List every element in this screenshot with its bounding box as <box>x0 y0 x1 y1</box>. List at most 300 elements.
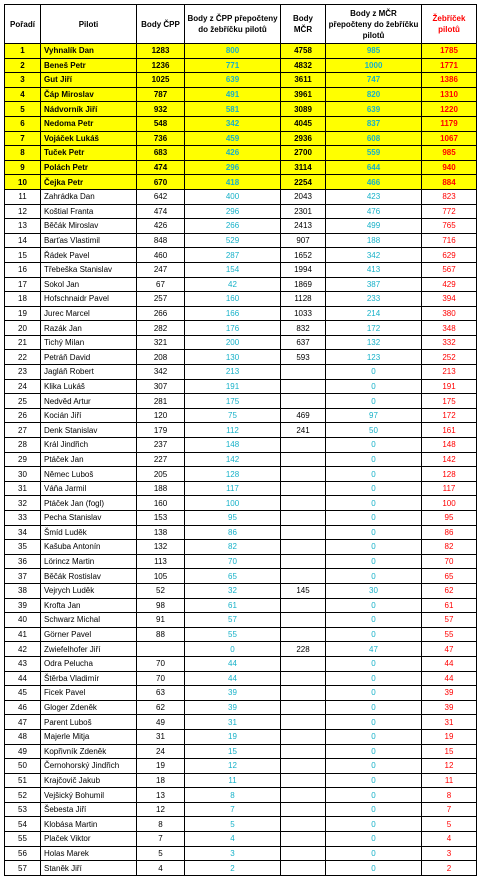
table-row <box>5 656 477 671</box>
cell-rank: 17 <box>5 277 41 292</box>
cell-mcr-converted: 0 <box>326 715 422 730</box>
cell-ladder: 629 <box>422 248 477 263</box>
cell-rank: 7 <box>5 131 41 146</box>
cell-pilot-name: Ficek Pavel <box>41 686 137 701</box>
cell-cpp-converted: 117 <box>185 481 281 496</box>
cell-pilot-name: Petráň David <box>41 350 137 365</box>
cell-mcr <box>281 671 326 686</box>
table-row <box>5 379 477 394</box>
cell-ladder: 2 <box>422 861 477 876</box>
cell-mcr <box>281 613 326 628</box>
cell-mcr: 228 <box>281 642 326 657</box>
cell-mcr: 1033 <box>281 306 326 321</box>
cell-mcr-converted: 0 <box>326 540 422 555</box>
cell-cpp: 12 <box>137 802 185 817</box>
table-row <box>5 321 477 336</box>
cell-ladder: 44 <box>422 656 477 671</box>
cell-mcr <box>281 861 326 876</box>
cell-mcr-converted: 0 <box>326 452 422 467</box>
header-mcr: Body MČR <box>281 5 326 44</box>
cell-mcr <box>281 744 326 759</box>
cell-mcr: 2043 <box>281 189 326 204</box>
cell-ladder: 47 <box>422 642 477 657</box>
cell-cpp: 188 <box>137 481 185 496</box>
cell-cpp: 1236 <box>137 58 185 73</box>
cell-mcr: 1994 <box>281 262 326 277</box>
cell-pilot-name: Razák Jan <box>41 321 137 336</box>
cell-mcr-converted: 747 <box>326 73 422 88</box>
cell-pilot-name: Barťas Vlastimil <box>41 233 137 248</box>
cell-ladder: 1386 <box>422 73 477 88</box>
cell-cpp: 257 <box>137 292 185 307</box>
table-row <box>5 116 477 131</box>
cell-rank: 34 <box>5 525 41 540</box>
table-row <box>5 744 477 759</box>
cell-rank: 14 <box>5 233 41 248</box>
cell-pilot-name: Lörincz Martin <box>41 554 137 569</box>
cell-ladder: 55 <box>422 627 477 642</box>
cell-rank: 49 <box>5 744 41 759</box>
cell-cpp: 160 <box>137 496 185 511</box>
cell-rank: 1 <box>5 44 41 59</box>
cell-cpp: 460 <box>137 248 185 263</box>
cell-mcr <box>281 715 326 730</box>
cell-rank: 16 <box>5 262 41 277</box>
cell-pilot-name: Zwiefelhofer Jiří <box>41 642 137 657</box>
cell-cpp: 247 <box>137 262 185 277</box>
cell-cpp-converted: 342 <box>185 116 281 131</box>
cell-cpp-converted: 287 <box>185 248 281 263</box>
cell-mcr-converted: 30 <box>326 583 422 598</box>
cell-mcr-converted: 0 <box>326 802 422 817</box>
cell-cpp-converted: 8 <box>185 788 281 803</box>
cell-pilot-name: Šmíd Luděk <box>41 525 137 540</box>
header-ladder: Žebříček pilotů <box>422 5 477 44</box>
table-row <box>5 262 477 277</box>
cell-cpp-converted: 82 <box>185 540 281 555</box>
cell-mcr <box>281 656 326 671</box>
cell-rank: 55 <box>5 832 41 847</box>
cell-cpp: 1283 <box>137 44 185 59</box>
cell-mcr-converted: 132 <box>326 335 422 350</box>
cell-rank: 50 <box>5 759 41 774</box>
cell-pilot-name: Nádvorník Jiří <box>41 102 137 117</box>
table-row <box>5 861 477 876</box>
cell-cpp: 736 <box>137 131 185 146</box>
table-row <box>5 627 477 642</box>
cell-pilot-name: Jurec Marcel <box>41 306 137 321</box>
cell-pilot-name: Görner Pavel <box>41 627 137 642</box>
cell-rank: 21 <box>5 335 41 350</box>
cell-rank: 53 <box>5 802 41 817</box>
cell-ladder: 716 <box>422 233 477 248</box>
cell-ladder: 772 <box>422 204 477 219</box>
table-row <box>5 686 477 701</box>
cell-cpp-converted: 5 <box>185 817 281 832</box>
table-row <box>5 394 477 409</box>
cell-cpp-converted: 296 <box>185 160 281 175</box>
table-row <box>5 365 477 380</box>
cell-mcr: 241 <box>281 423 326 438</box>
cell-mcr-converted: 0 <box>326 627 422 642</box>
cell-cpp-converted: 65 <box>185 569 281 584</box>
cell-rank: 4 <box>5 87 41 102</box>
cell-mcr: 637 <box>281 335 326 350</box>
cell-ladder: 252 <box>422 350 477 365</box>
cell-rank: 51 <box>5 773 41 788</box>
cell-ladder: 39 <box>422 686 477 701</box>
cell-mcr-converted: 0 <box>326 700 422 715</box>
cell-pilot-name: Nedvěd Artur <box>41 394 137 409</box>
cell-ladder: 5 <box>422 817 477 832</box>
cell-rank: 6 <box>5 116 41 131</box>
cell-pilot-name: Třebeška Stanislav <box>41 262 137 277</box>
cell-ladder: 44 <box>422 671 477 686</box>
cell-pilot-name: Koštial Franta <box>41 204 137 219</box>
cell-cpp-converted: 176 <box>185 321 281 336</box>
cell-cpp <box>137 642 185 657</box>
cell-mcr <box>281 627 326 642</box>
cell-cpp-converted: 142 <box>185 452 281 467</box>
cell-ladder: 765 <box>422 219 477 234</box>
cell-cpp-converted: 426 <box>185 146 281 161</box>
cell-mcr: 3114 <box>281 160 326 175</box>
cell-rank: 41 <box>5 627 41 642</box>
cell-mcr-converted: 0 <box>326 598 422 613</box>
cell-mcr-converted: 233 <box>326 292 422 307</box>
cell-rank: 20 <box>5 321 41 336</box>
cell-cpp: 91 <box>137 613 185 628</box>
table-row <box>5 160 477 175</box>
cell-mcr-converted: 387 <box>326 277 422 292</box>
cell-mcr <box>281 540 326 555</box>
cell-mcr-converted: 0 <box>326 525 422 540</box>
cell-ladder: 148 <box>422 438 477 453</box>
cell-mcr: 3089 <box>281 102 326 117</box>
cell-rank: 31 <box>5 481 41 496</box>
cell-mcr-converted: 47 <box>326 642 422 657</box>
cell-ladder: 348 <box>422 321 477 336</box>
cell-ladder: 57 <box>422 613 477 628</box>
cell-rank: 33 <box>5 511 41 526</box>
cell-rank: 10 <box>5 175 41 190</box>
cell-cpp: 474 <box>137 204 185 219</box>
cell-cpp: 8 <box>137 817 185 832</box>
cell-mcr: 469 <box>281 408 326 423</box>
cell-rank: 27 <box>5 423 41 438</box>
cell-mcr-converted: 466 <box>326 175 422 190</box>
cell-cpp: 113 <box>137 554 185 569</box>
table-row <box>5 204 477 219</box>
table-row <box>5 467 477 482</box>
cell-cpp-converted: 95 <box>185 511 281 526</box>
cell-cpp: 642 <box>137 189 185 204</box>
cell-mcr <box>281 394 326 409</box>
cell-mcr-converted: 0 <box>326 496 422 511</box>
table-row <box>5 802 477 817</box>
cell-mcr-converted: 559 <box>326 146 422 161</box>
cell-cpp-converted: 200 <box>185 335 281 350</box>
table-row <box>5 292 477 307</box>
table-row <box>5 423 477 438</box>
cell-cpp: 179 <box>137 423 185 438</box>
table-row <box>5 408 477 423</box>
cell-mcr-converted: 342 <box>326 248 422 263</box>
table-row <box>5 219 477 234</box>
cell-mcr-converted: 820 <box>326 87 422 102</box>
cell-pilot-name: Polách Petr <box>41 160 137 175</box>
cell-cpp: 4 <box>137 861 185 876</box>
cell-cpp-converted: 771 <box>185 58 281 73</box>
cell-mcr: 3961 <box>281 87 326 102</box>
cell-cpp: 52 <box>137 583 185 598</box>
table-row <box>5 583 477 598</box>
table-row <box>5 248 477 263</box>
cell-cpp: 474 <box>137 160 185 175</box>
cell-cpp: 237 <box>137 438 185 453</box>
table-row <box>5 569 477 584</box>
cell-rank: 52 <box>5 788 41 803</box>
cell-pilot-name: Vojáček Lukáš <box>41 131 137 146</box>
table-row <box>5 832 477 847</box>
cell-ladder: 1067 <box>422 131 477 146</box>
cell-mcr-converted: 423 <box>326 189 422 204</box>
cell-pilot-name: Kopřivník Zdeněk <box>41 744 137 759</box>
cell-cpp-converted: 12 <box>185 759 281 774</box>
table-row <box>5 438 477 453</box>
cell-cpp-converted: 100 <box>185 496 281 511</box>
cell-mcr-converted: 0 <box>326 686 422 701</box>
cell-cpp-converted: 39 <box>185 686 281 701</box>
cell-ladder: 8 <box>422 788 477 803</box>
cell-pilot-name: Běčák Miroslav <box>41 219 137 234</box>
cell-mcr-converted: 413 <box>326 262 422 277</box>
cell-mcr-converted: 0 <box>326 817 422 832</box>
cell-cpp: 683 <box>137 146 185 161</box>
cell-pilot-name: Zahrádka Dan <box>41 189 137 204</box>
cell-mcr <box>281 700 326 715</box>
header-mcr-converted: Body z MČR přepočteny do žebříčku pilotů <box>326 5 422 44</box>
cell-ladder: 62 <box>422 583 477 598</box>
cell-mcr-converted: 476 <box>326 204 422 219</box>
cell-pilot-name: Ptáček Jan <box>41 452 137 467</box>
cell-ladder: 213 <box>422 365 477 380</box>
cell-pilot-name: Hofschnaidr Pavel <box>41 292 137 307</box>
cell-mcr <box>281 832 326 847</box>
cell-pilot-name: Němec Luboš <box>41 467 137 482</box>
cell-rank: 32 <box>5 496 41 511</box>
cell-cpp-converted: 459 <box>185 131 281 146</box>
table-row <box>5 44 477 59</box>
cell-cpp-converted: 148 <box>185 438 281 453</box>
cell-ladder: 7 <box>422 802 477 817</box>
cell-pilot-name: Král Jindřich <box>41 438 137 453</box>
cell-mcr <box>281 802 326 817</box>
cell-cpp-converted: 11 <box>185 773 281 788</box>
cell-pilot-name: Ptáček Jan (fogl) <box>41 496 137 511</box>
cell-rank: 43 <box>5 656 41 671</box>
cell-mcr-converted: 172 <box>326 321 422 336</box>
cell-mcr-converted: 0 <box>326 394 422 409</box>
cell-ladder: 985 <box>422 146 477 161</box>
cell-mcr <box>281 729 326 744</box>
table-row <box>5 773 477 788</box>
cell-pilot-name: Gut Jiří <box>41 73 137 88</box>
cell-ladder: 128 <box>422 467 477 482</box>
cell-rank: 5 <box>5 102 41 117</box>
cell-rank: 3 <box>5 73 41 88</box>
cell-mcr-converted: 0 <box>326 554 422 569</box>
cell-cpp-converted: 0 <box>185 642 281 657</box>
cell-cpp-converted: 800 <box>185 44 281 59</box>
table-row <box>5 452 477 467</box>
cell-pilot-name: Odra Pelucha <box>41 656 137 671</box>
header-rank: Pořadí <box>5 5 41 44</box>
cell-pilot-name: Schwarz Michal <box>41 613 137 628</box>
table-row <box>5 233 477 248</box>
cell-rank: 8 <box>5 146 41 161</box>
cell-cpp-converted: 160 <box>185 292 281 307</box>
table-row <box>5 350 477 365</box>
cell-rank: 2 <box>5 58 41 73</box>
cell-pilot-name: Denk Stanislav <box>41 423 137 438</box>
table-row <box>5 511 477 526</box>
cell-rank: 56 <box>5 846 41 861</box>
cell-ladder: 1771 <box>422 58 477 73</box>
cell-cpp: 281 <box>137 394 185 409</box>
cell-cpp-converted: 130 <box>185 350 281 365</box>
cell-pilot-name: Vejšický Bohumil <box>41 788 137 803</box>
cell-cpp-converted: 175 <box>185 394 281 409</box>
cell-mcr-converted: 0 <box>326 744 422 759</box>
cell-rank: 11 <box>5 189 41 204</box>
cell-ladder: 11 <box>422 773 477 788</box>
table-row <box>5 306 477 321</box>
table-row <box>5 715 477 730</box>
cell-mcr <box>281 686 326 701</box>
cell-ladder: 191 <box>422 379 477 394</box>
cell-mcr: 2936 <box>281 131 326 146</box>
cell-cpp: 227 <box>137 452 185 467</box>
table-row <box>5 540 477 555</box>
table-row <box>5 817 477 832</box>
cell-cpp: 426 <box>137 219 185 234</box>
cell-cpp: 105 <box>137 569 185 584</box>
pilot-ranking-table <box>4 4 477 876</box>
cell-mcr-converted: 0 <box>326 569 422 584</box>
cell-mcr-converted: 837 <box>326 116 422 131</box>
cell-pilot-name: Nedoma Petr <box>41 116 137 131</box>
cell-mcr: 1128 <box>281 292 326 307</box>
cell-ladder: 175 <box>422 394 477 409</box>
cell-mcr <box>281 759 326 774</box>
cell-ladder: 65 <box>422 569 477 584</box>
cell-mcr <box>281 817 326 832</box>
cell-ladder: 39 <box>422 700 477 715</box>
cell-cpp-converted: 42 <box>185 277 281 292</box>
cell-ladder: 380 <box>422 306 477 321</box>
table-row <box>5 671 477 686</box>
cell-pilot-name: Tuček Petr <box>41 146 137 161</box>
cell-cpp-converted: 75 <box>185 408 281 423</box>
cell-cpp-converted: 86 <box>185 525 281 540</box>
cell-rank: 26 <box>5 408 41 423</box>
cell-ladder: 82 <box>422 540 477 555</box>
cell-cpp-converted: 32 <box>185 583 281 598</box>
cell-ladder: 1220 <box>422 102 477 117</box>
cell-pilot-name: Tichý Milan <box>41 335 137 350</box>
cell-cpp-converted: 400 <box>185 189 281 204</box>
cell-mcr-converted: 0 <box>326 438 422 453</box>
cell-pilot-name: Vyhnalík Dan <box>41 44 137 59</box>
cell-rank: 25 <box>5 394 41 409</box>
cell-mcr-converted: 0 <box>326 773 422 788</box>
cell-cpp-converted: 166 <box>185 306 281 321</box>
cell-rank: 13 <box>5 219 41 234</box>
cell-mcr-converted: 188 <box>326 233 422 248</box>
cell-mcr: 2413 <box>281 219 326 234</box>
cell-mcr: 593 <box>281 350 326 365</box>
cell-cpp-converted: 3 <box>185 846 281 861</box>
table-row <box>5 102 477 117</box>
table-row <box>5 146 477 161</box>
table-row <box>5 175 477 190</box>
cell-cpp-converted: 39 <box>185 700 281 715</box>
cell-pilot-name: Šebesta Jiří <box>41 802 137 817</box>
cell-cpp: 548 <box>137 116 185 131</box>
table-row <box>5 525 477 540</box>
cell-rank: 40 <box>5 613 41 628</box>
cell-cpp: 31 <box>137 729 185 744</box>
cell-ladder: 19 <box>422 729 477 744</box>
cell-ladder: 31 <box>422 715 477 730</box>
cell-mcr <box>281 438 326 453</box>
cell-cpp: 7 <box>137 832 185 847</box>
table-row <box>5 788 477 803</box>
cell-cpp-converted: 418 <box>185 175 281 190</box>
header-cpp: Body ČPP <box>137 5 185 44</box>
cell-mcr-converted: 0 <box>326 759 422 774</box>
cell-cpp-converted: 296 <box>185 204 281 219</box>
cell-pilot-name: Beneš Petr <box>41 58 137 73</box>
cell-ladder: 86 <box>422 525 477 540</box>
cell-cpp: 307 <box>137 379 185 394</box>
cell-mcr-converted: 985 <box>326 44 422 59</box>
cell-rank: 24 <box>5 379 41 394</box>
table-row <box>5 700 477 715</box>
cell-pilot-name: Staněk Jiří <box>41 861 137 876</box>
cell-cpp: 70 <box>137 671 185 686</box>
cell-mcr-converted: 50 <box>326 423 422 438</box>
cell-mcr <box>281 788 326 803</box>
cell-rank: 29 <box>5 452 41 467</box>
header-row <box>5 5 477 44</box>
cell-mcr-converted: 0 <box>326 671 422 686</box>
cell-cpp: 19 <box>137 759 185 774</box>
cell-mcr-converted: 0 <box>326 379 422 394</box>
cell-cpp-converted: 154 <box>185 262 281 277</box>
table-row <box>5 335 477 350</box>
cell-mcr-converted: 0 <box>326 846 422 861</box>
cell-ladder: 1179 <box>422 116 477 131</box>
cell-ladder: 884 <box>422 175 477 190</box>
cell-cpp-converted: 581 <box>185 102 281 117</box>
cell-rank: 12 <box>5 204 41 219</box>
cell-mcr: 907 <box>281 233 326 248</box>
cell-cpp: 120 <box>137 408 185 423</box>
cell-cpp: 138 <box>137 525 185 540</box>
cell-cpp-converted: 128 <box>185 467 281 482</box>
